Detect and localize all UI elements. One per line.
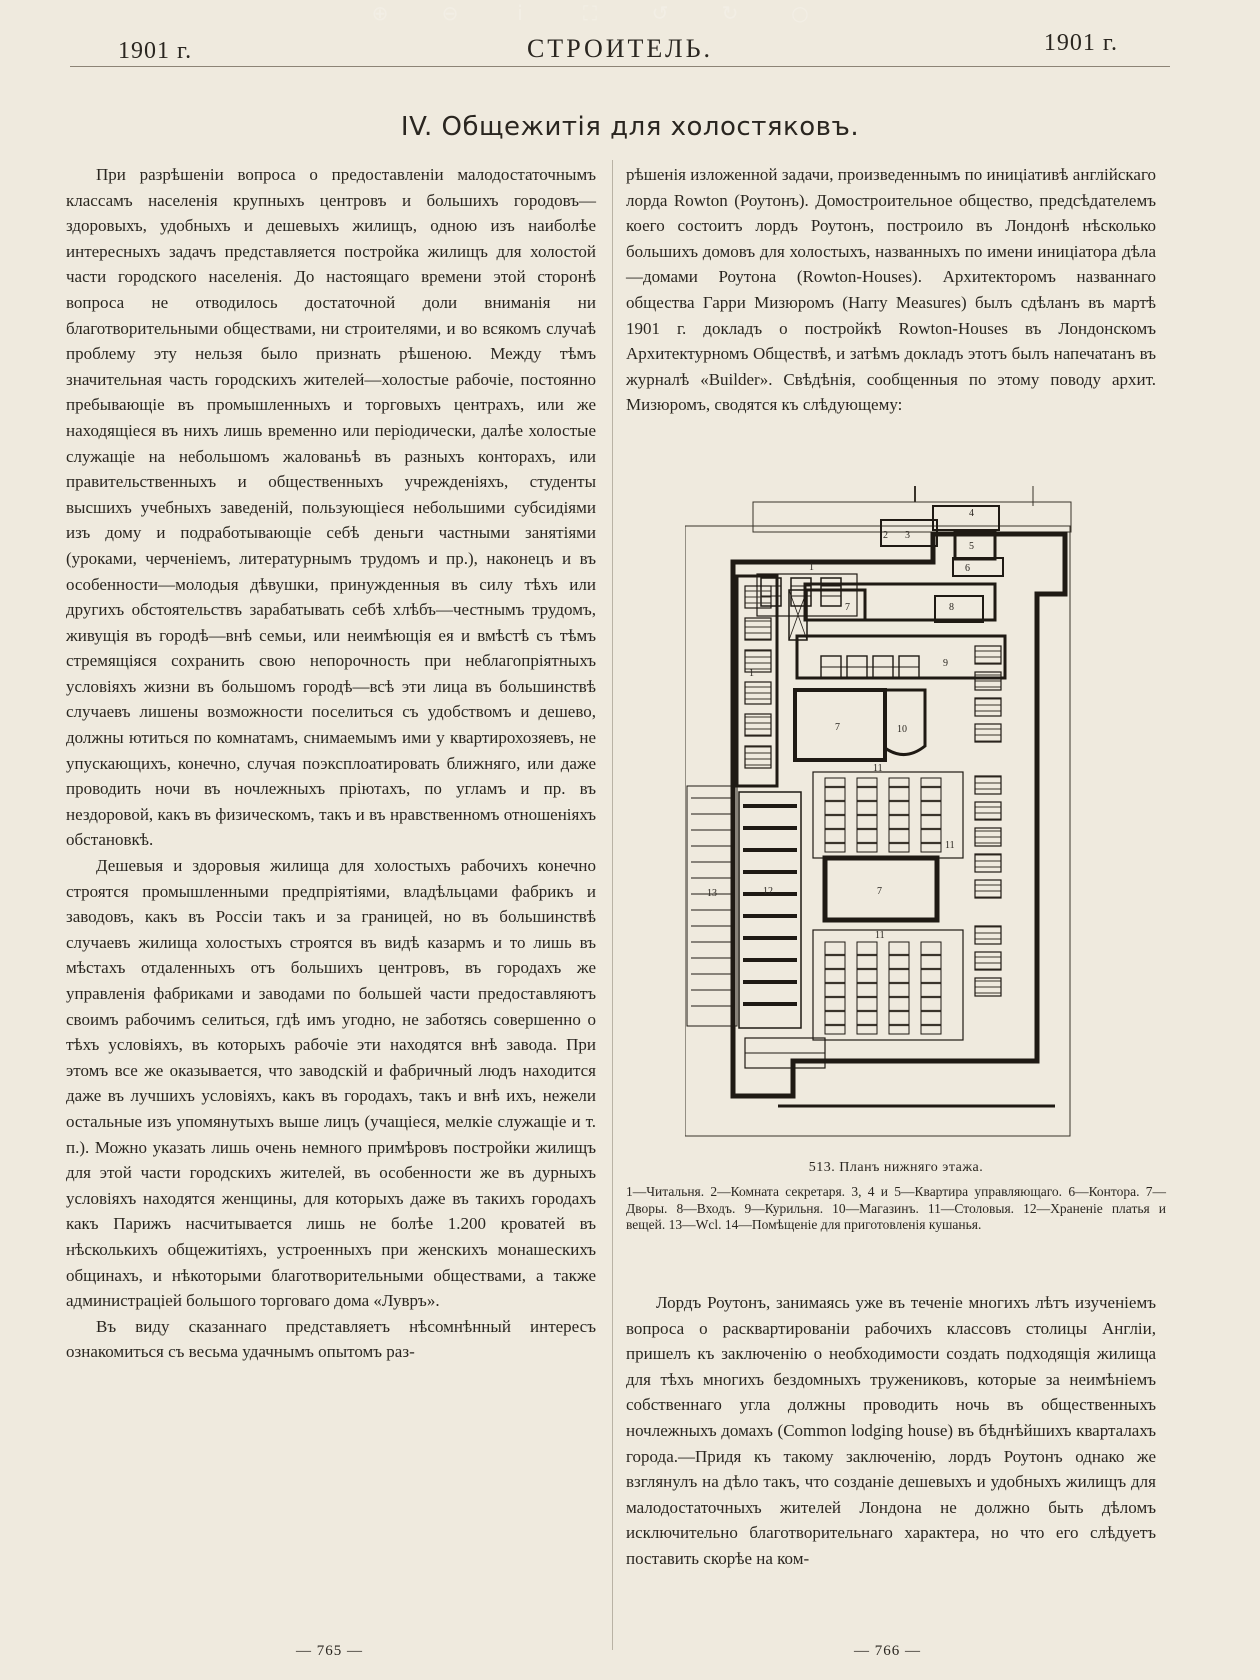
info-icon[interactable]: ⅰ xyxy=(517,1,523,25)
column-divider xyxy=(612,160,613,1650)
plan-label: 3 xyxy=(905,530,910,541)
fullscreen-icon[interactable]: ⛶ xyxy=(583,1,597,25)
legend-text: 1—Читальня. 2—Комната секретаря. 3, 4 и 5—Квартира управляющаго. 6—Контора. 7—Дворы. 8—Входъ. 9—Курильня. 10—Магазинъ. 11—Столовыя. 12—Храненіе платья и вещей. 13—Wcl. 14—Помѣщеніе для приготовленія кушанья. xyxy=(626,1184,1166,1232)
plan-label: 7 xyxy=(877,886,882,897)
page-number-left: — 765 — xyxy=(296,1643,363,1659)
header-year-left: 1901 г. xyxy=(118,38,193,64)
article-title: IV. Общежитія для холостяковъ. xyxy=(400,112,860,142)
floor-plan-figure xyxy=(685,486,1105,1146)
figure-legend xyxy=(626,1184,1166,1234)
plan-label: 11 xyxy=(945,840,955,851)
plan-label: 12 xyxy=(763,886,773,897)
plan-label: 7 xyxy=(835,722,840,733)
journal-title: СТРОИТЕЛЬ. xyxy=(526,34,714,63)
plan-label: 11 xyxy=(875,930,885,941)
plan-label: 8 xyxy=(949,602,954,613)
zoom-out-icon[interactable]: ⊖ xyxy=(441,1,459,25)
right-column-lower xyxy=(626,1290,1156,1572)
paragraph: Дешевыя и здоровыя жилища для холостыхъ рабочихъ конечно строятся промышленными предпріятіями, владѣльцами фабрикъ и заводовъ, какъ въ Россіи такъ и за границей, но въ большинствѣ случаевъ жилища холостыхъ строятся въ видѣ казармъ и то лишь въ мѣстахъ отдаленныхъ отъ большихъ центровъ, въ городахъ же управленія фабриками и заводами по большей части предоставляютъ своимъ рабочимъ селиться, гдѣ имъ угодно, не заботясь совершенно о тѣхъ условіяхъ, въ которыхъ рабочіе эти находятся внѣ завода. При этомъ все же оказывается, что заводскій и фабричный людъ находится даже въ лучшихъ условіяхъ, какъ въ городахъ, такъ и внѣ ихъ, нежели остальные изъ упомянутыхъ выше лицъ (учащіеся, мелкіе служащіе и т. п.). Можно указать лишь очень немного примѣровъ постройки жилищъ для этой части городскихъ жителей, въ особенности же въ дурныхъ условіяхъ находятся женщины, для которыхъ даже въ такихъ городахъ какъ Парижъ насчитывается лишь не болѣе 1.200 кроватей въ нѣсколькихъ общежитіяхъ, устроенныхъ при женскихъ монашескихъ общинахъ, и нѣкоторыми благотворительными обществами, а также администраціей большого торговаго дома «Лувръ». xyxy=(66,856,596,1311)
plan-label: 9 xyxy=(943,658,948,669)
plan-label: 11 xyxy=(873,763,883,774)
rotate-right-icon[interactable]: ↻ xyxy=(721,1,739,25)
plan-label: 7 xyxy=(845,602,850,613)
plan-label: 1 xyxy=(809,562,814,573)
right-column-top xyxy=(626,162,1156,418)
close-icon[interactable]: ○ xyxy=(791,1,809,25)
viewer-toolbar xyxy=(368,0,888,26)
plan-label: 10 xyxy=(897,724,907,735)
plan-label: 5 xyxy=(969,541,974,552)
left-column xyxy=(66,162,596,1365)
plan-label: 13 xyxy=(707,888,717,899)
paragraph: рѣшенія изложенной задачи, произведеннымъ по иниціативѣ англійскаго лорда Rowton (Роутонъ). Домостроительное общество, предсѣдателемъ коего состоитъ лордъ Роутонъ, построило въ Лондонѣ нѣсколько большихъ домовъ для холостыхъ, названныхъ по имени иниціатора дѣла—домами Роутона (Rowton-Houses). Архитекторомъ названнаго общества Гарри Мизюромъ (Harry Measures) былъ сдѣланъ въ мартѣ 1901 г. докладъ о постройкѣ Rowton-Houses въ Лондонскомъ Архитектурномъ Обществѣ, и затѣмъ докладъ этотъ былъ напечатанъ въ журналѣ «Builder». Свѣдѣнія, сообщенныя по этому поводу архит. Мизюромъ, сводятся къ слѣдующему: xyxy=(626,165,1156,415)
paragraph: При разрѣшеніи вопроса о предоставленіи малодостаточнымъ классамъ населенія крупныхъ центровъ и большихъ городовъ—здоровыхъ, удобныхъ и дешевыхъ жилищъ, одною изъ наиболѣе интересныхъ задачъ представляется постройка жилищъ для холостой части городского населенія. До настоящаго времени этой сторонѣ вопроса не отводилось достаточной доли вниманія ни благотворительными обществами, ни строителями, и во всякомъ случаѣ проблему эту нельзя было признать рѣшеною. Между тѣмъ значительная часть городскихъ жителей—холостые рабочіе, постоянно пребывающіе въ промышленныхъ и торговыхъ центрахъ, или же находящіеся въ нихъ лишь временно или періодически, далѣе холостые служащіе на небольшомъ жалованьѣ въ разныхъ конторахъ, или правительственныхъ и общественныхъ учрежденіяхъ, студенты высшихъ учебныхъ заведеній, пользующіеся небольшими субсидіями изъ дому и подработывающіе себѣ деньги частными занятіями (уроками, черченіемъ, литературнымъ трудомъ и пр.), наконецъ и въ особенности—молодыя дѣвушки, принужденныя въ силу тѣхъ или другихъ обстоятельствъ зарабатывать себѣ хлѣбъ—честнымъ трудомъ, живущія въ городѣ—внѣ семьи, или неимѣющія ея и вмѣстѣ съ тѣмъ стремящіяся сохранить свою непорочность при неблагопріятныхъ условіяхъ жизни въ большомъ городѣ—всѣ эти лица въ большинствѣ случаевъ лишены возможности поселиться съ удобствомъ и дешево, должны ютиться по комнатамъ, снимаемымъ ими у квартирохозяевъ, не упускающихъ, конечно, случая поэксплоатировать ближняго, или даже проводить ночи въ ночлежныхъ пріютахъ, по угламъ и пр. въ нездоровой, какъ въ физическомъ, такъ и въ нравственномъ отношеніяхъ обстановкѣ. xyxy=(66,165,596,850)
figure-caption: 513. Планъ нижняго этажа. xyxy=(808,1160,984,1175)
plan-label: 2 xyxy=(883,530,888,541)
plan-label: 1 xyxy=(749,668,754,679)
page-number-right: — 766 — xyxy=(854,1643,921,1659)
rotate-left-icon[interactable]: ↺ xyxy=(651,1,669,25)
plan-label: 4 xyxy=(969,508,974,519)
header-rule xyxy=(70,66,1170,67)
plan-label: 6 xyxy=(965,563,970,574)
header-year-right: 1901 г. xyxy=(1043,30,1118,56)
floor-plan-drawing xyxy=(685,486,1105,1146)
paragraph: Лордъ Роутонъ, занимаясь уже въ теченіе многихъ лѣтъ изученіемъ вопроса о расквартированіи рабочихъ классовъ столицы Англіи, пришелъ къ заключенію о необходимости создать подходящія жилища для тѣхъ многихъ бездомныхъ тружениковъ, которые за неимѣніемъ собственнаго угла должны проводить ночь въ общественныхъ ночлежныхъ домахъ (Common lodging house) въ бѣднѣйшихъ кварталахъ города.—Придя къ такому заключенію, лордъ Роутонъ однако же взглянулъ на дѣло такъ, что созданіе дешевыхъ и удобныхъ жилищъ для малодостаточныхъ жителей Лондона не должно быть дѣломъ исключительно благотворительнаго характера, но что его слѣдуетъ поставить скорѣе на ком- xyxy=(626,1293,1156,1568)
zoom-in-icon[interactable]: ⊕ xyxy=(371,1,389,25)
paragraph: Въ виду сказаннаго представляетъ нѣсомнѣнный интересъ ознакомиться съ весьма удачнымъ опытомъ раз- xyxy=(66,1316,596,1362)
running-header xyxy=(70,30,1170,70)
